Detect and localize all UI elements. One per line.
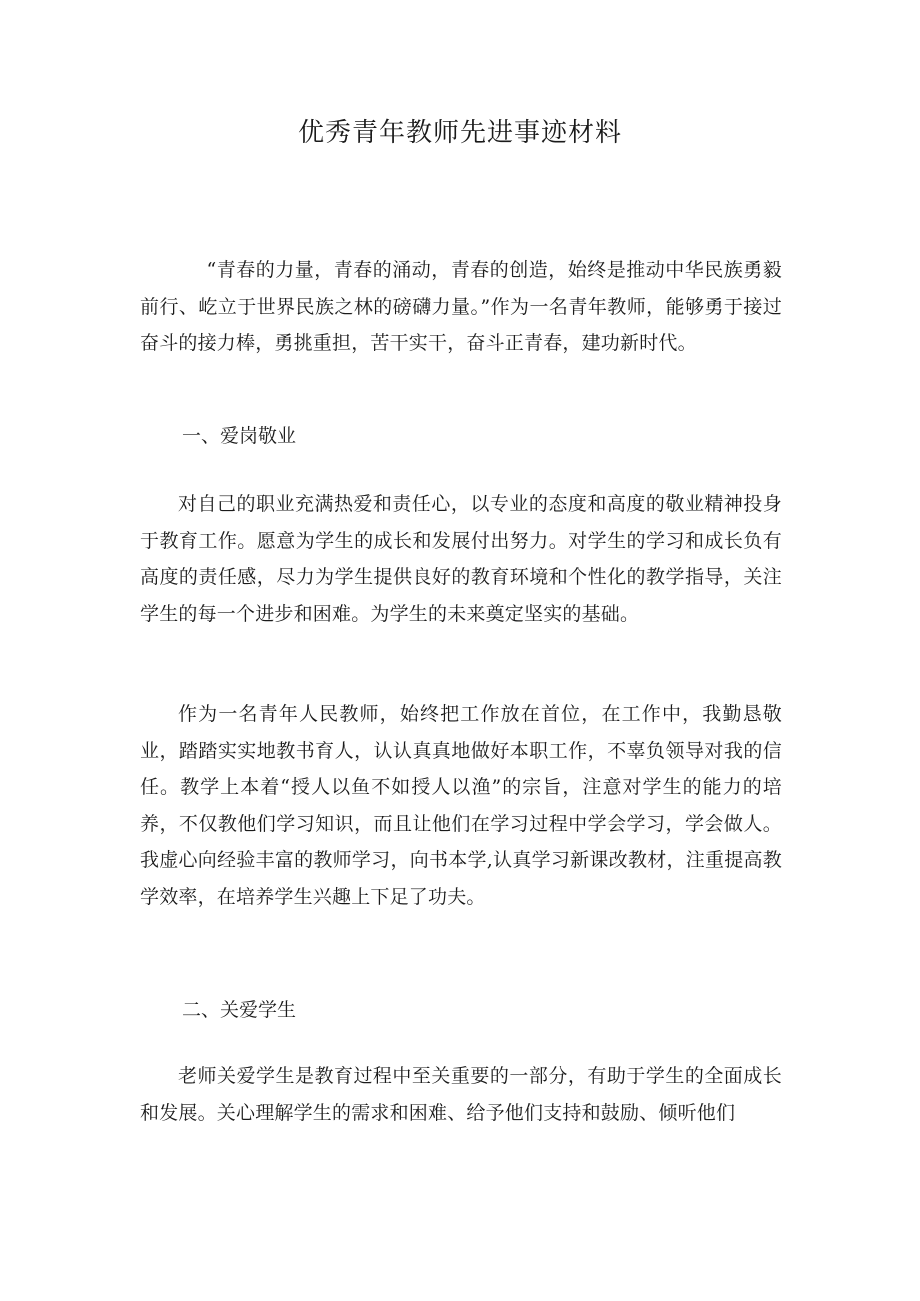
section-heading-1: 一、爱岗敬业	[182, 425, 297, 447]
section-heading-2: 二、关爱学生	[182, 999, 297, 1021]
section2-paragraph-1: 老师关爱学生是教育过程中至关重要的一部分，有助于学生的全面成长和发展。关心理解学生的需求和困难、给予他们支持和鼓励、倾听他们	[140, 1065, 782, 1124]
document-title: 优秀青年教师先进事迹材料	[297, 118, 622, 148]
section1-paragraph-1: 对自己的职业充满热爱和责任心，以专业的态度和高度的敬业精神投身于教育工作。愿意为学生的成长和发展付出努力。对学生的学习和成长负有高度的责任感，尽力为学生提供良好的教育环境和个性化的教学指导，关注学生的每一个进步和困难。为学生的未来奠定坚实的基础。	[140, 493, 782, 625]
section1-paragraph-2: 作为一名青年人民教师，始终把工作放在首位，在工作中，我勤恳敬业，踏踏实实地教书育人，认认真真地做好本职工作，不辜负领导对我的信任。教学上本着“授人以鱼不如授人以渔”的宗旨，注意对学生的能力的培养，不仅教他们学习知识，而且让他们在学习过程中学会学习，学会做人。我虚心向经验丰富的教师学习，向书本学,认真学习新课改教材，注重提高教学效率，在培养学生兴趣上下足了功夫。	[140, 703, 782, 908]
intro-paragraph: “青春的力量，青春的涌动，青春的创造，始终是推动中华民族勇毅前行、屹立于世界民族之林的磅礴力量。”作为一名青年教师，能够勇于接过奋斗的接力棒，勇挑重担，苦干实干，奋斗正青春，建功新时代。	[140, 259, 782, 355]
